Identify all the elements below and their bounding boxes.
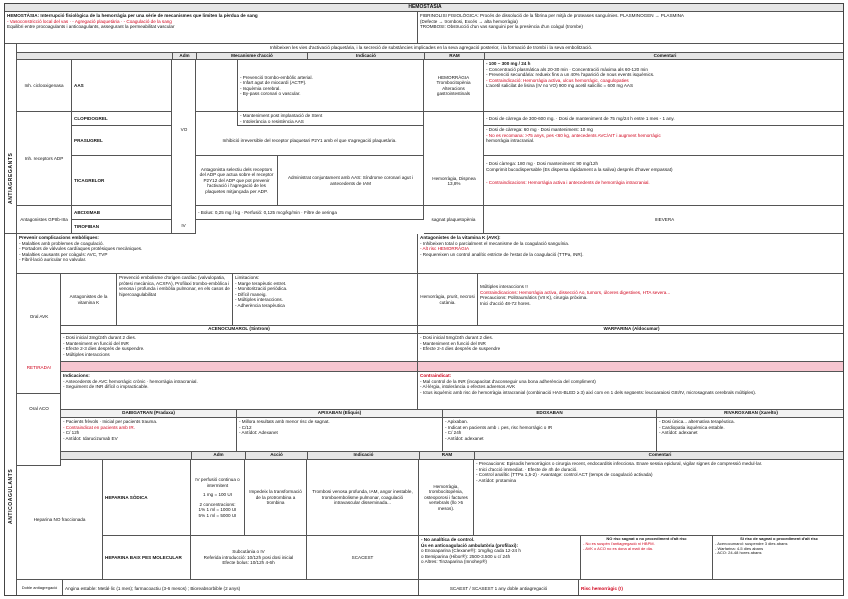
avk-com-4: Inici d'acció 48-72 hores. bbox=[480, 300, 531, 306]
war-2: - Manteniment en funció del INR bbox=[420, 340, 486, 346]
hbpm-adm bbox=[191, 536, 307, 580]
oral-avk-label: Oral AVK bbox=[29, 314, 49, 320]
box1-title: NO risc sagnat o no procediment d'alt risc bbox=[606, 536, 687, 541]
prevention-box bbox=[17, 234, 418, 274]
anticoagulants-side bbox=[5, 234, 17, 596]
dabi-3: - C/ 12h bbox=[63, 430, 80, 435]
aas-indication bbox=[238, 60, 424, 112]
edox-body bbox=[443, 418, 657, 452]
avk-com-3: Precaucions: Politraumàtics (VII K), cirurgia pròxima. bbox=[480, 295, 588, 300]
clopi-name: CLOPIDOGREL bbox=[72, 112, 172, 126]
antiagregants-header-row bbox=[17, 53, 844, 60]
avk-ram: Hemorràgia, prurit, necrosi cutània. bbox=[418, 274, 478, 326]
gp-group: Antagonistes GPIIb-IIIa bbox=[17, 206, 72, 234]
avk-lim-3: - Difícil maneig. bbox=[235, 291, 267, 297]
aas-com-5: L'acetil salicilat de lisina (IV no VO) 900 mg acetil salicílic = 600 mg AAS bbox=[486, 83, 634, 88]
tica-mech: Antagonista selectiu dels receptors del ADP que actua sobre el receptor P2Y12 del ADP que pot prevenir l'activació i l'agregació de les plaquetes mitjançada per ADP. bbox=[196, 156, 278, 206]
hep-header-row bbox=[61, 452, 844, 460]
tica-com bbox=[484, 156, 844, 206]
aas-ind-1: - Prevenció trombo-embòlic arterial. bbox=[240, 74, 313, 80]
avk-1: - Inhibeixen total o parcialment el mecanisme de la coagulació sanguínia. bbox=[420, 240, 570, 246]
riva-2: - Cardiopatia isquèmica estable. bbox=[659, 424, 725, 430]
hbpm-adm-2: Referida introducció: 10/12h posi dosi inicial bbox=[203, 554, 294, 560]
clopi-ind bbox=[238, 112, 424, 126]
vo-col bbox=[172, 60, 196, 218]
riva-1: - Dosi única... alternativa terapèutica. bbox=[659, 419, 735, 424]
riva-3: - Antídot: adexanet bbox=[659, 430, 698, 435]
hbpm-adm-1: Subcutània o IV bbox=[232, 549, 265, 555]
hnf-name: HEPARINA SÒDICA bbox=[103, 460, 191, 536]
clopi-ind-2: - Intolerància o resistència AAS bbox=[240, 118, 304, 124]
retirada-label: RETIRADA! bbox=[26, 365, 52, 371]
tica-com-1: - Dosi càrrega: 180 mg · Dosi manteniment: 90 mg/12h bbox=[486, 161, 599, 166]
hep-h-ind: Indicació bbox=[307, 452, 419, 460]
aas-comment bbox=[484, 60, 844, 112]
apix-header: APIXABAN (Eliquis) bbox=[237, 410, 443, 418]
abci-name: ABCIXIMAB bbox=[72, 206, 172, 220]
hbpm-com-1: - No analítica de control. bbox=[421, 537, 475, 542]
war-1: - Dosi inicial 5mg/24h durant 2 dies. bbox=[420, 335, 494, 340]
prasu-com-3: hemorràgia intracranial. bbox=[486, 138, 535, 143]
ace-3: - Efecte 2-3 dies després de suspendre. bbox=[63, 346, 145, 351]
ace-1: - Dosi inicial 3mg/24h durant 2 dies. bbox=[63, 335, 137, 340]
avk-ind-text: Prevenció embolisme d'origen cardíac (valvulopatia, pròtesi mecànica, ACXFA), Profilaxi trombo-embòlica i venosa i profunda i embòlia pulmonar, en els casos de hipercoagulabilitat bbox=[119, 275, 230, 297]
aas-ram: HEMORRÀGIA Trombocitopènia Alteracions gastrointestinals bbox=[424, 60, 484, 112]
aas-com-3: - Prevenció secundària: redueix fins a un 40% l'aparició de nous events isquèmics. bbox=[486, 72, 655, 77]
hnf-com-3: - Control analític (TTPa 1,5-2) · Avantatge: control ACT (temps de coagulació activada) bbox=[476, 472, 653, 477]
clopi-blank bbox=[196, 112, 238, 126]
prev-title: Prevenir complicacions embòliques: bbox=[19, 235, 99, 240]
antiagregants-label: ANTIAGREGANTS bbox=[8, 152, 14, 204]
doble-label: Doble antiagregació bbox=[17, 580, 63, 596]
header-comentari: Comentari bbox=[484, 53, 844, 60]
prev-3: - Malalties causants per coàguls: AVC, TVP bbox=[19, 251, 108, 257]
header-adm: Adm bbox=[172, 53, 196, 60]
hbpm-com-2: Ús en anticoagulació ambulatòria (profilaxi): bbox=[421, 542, 518, 548]
hbpm-com-3: o Enoxaparina (Clexane®): 1mg/kg cada 12-24 h bbox=[421, 548, 521, 553]
avk-lim-2: - Monitorització periòdica. bbox=[235, 286, 288, 291]
aco-contra-title: Contraindicat: bbox=[420, 373, 452, 378]
anticoagulants-label: ANTICOAGULANTS bbox=[8, 468, 14, 524]
gp-mech: - Bolus: 0,25 mg / kg · Perfusió: 0,125 mcg/kg/min · Filtre de xeringa bbox=[196, 206, 424, 220]
edox-2: - Indicat en pacients amb ↓ pes, risc hemorràgic o IR bbox=[445, 424, 553, 430]
aas-ind-4: - By-pass coronari o vascular. bbox=[240, 91, 301, 96]
hemostasia-balance: Equilibri entre procoagulants i anticoagulants, assegurant la permeabilitat vascular bbox=[7, 24, 175, 29]
aas-mech-blank bbox=[196, 60, 238, 112]
edox-header: EDOXABAN bbox=[443, 410, 657, 418]
hnf-com-2: - Inici d'acció immediat. · Efecte de 4h de duració. bbox=[476, 466, 578, 472]
avk-group: Antagonistes de la vitamina K bbox=[61, 274, 117, 326]
aas-ind-2: - Infart agut de miocardi (ACTP). bbox=[240, 80, 307, 85]
apix-body bbox=[237, 418, 443, 452]
ace-2: - Manteniment en funció del INR bbox=[63, 340, 129, 346]
avk-lim-title: Limitacions: bbox=[235, 275, 260, 280]
adp-group: Inh. receptors ADP bbox=[17, 112, 72, 206]
dabi-header: DABIGATRAN (Pradaxa) bbox=[61, 410, 237, 418]
gp-com: IIIEVERA bbox=[484, 206, 844, 234]
gp-ram: sagnat plaquetopènia bbox=[424, 206, 484, 234]
dabi-1: - Pacients frèvols · Inicial per pacients trauma. bbox=[63, 419, 158, 424]
prev-1: - Malalties amb problemes de coagulació. bbox=[19, 240, 104, 246]
ace-title: ACENOCUMAROL (Sintrom) bbox=[61, 326, 418, 334]
avk-ind bbox=[117, 274, 233, 326]
aas-com-1: - 100 – 300 mg / 24 h bbox=[486, 61, 531, 66]
hnf-com-4: - Antídot: protamina bbox=[476, 477, 517, 483]
clopi-ind-1: - Manteniment post implantació de Stent bbox=[240, 113, 323, 118]
hep-h-adm: Adm bbox=[191, 452, 245, 460]
drug-reference-sheet bbox=[4, 3, 844, 596]
avk-box bbox=[418, 234, 844, 274]
box2-3: - ACO: 24-48 hores abans bbox=[715, 550, 762, 556]
prev-2: - Portadors de vàlvules cardíaques protèsiques mecàniques. bbox=[19, 246, 143, 251]
tica-com-2: Comprimit bucodispersable (Es dispersa ràpidament a la saliva) després d'haver empassat) bbox=[486, 166, 673, 172]
aco-contra-2: - Al·lèrgia, intolerància o efectes adversos AVK bbox=[420, 384, 516, 389]
hnf-accio: Impedeix la transformació de la protrombina a trombina bbox=[245, 460, 307, 536]
clopi-com: - Dosi de càrrega de 300-600 mg. · Dosi de manteniment de 75 mg/24 h entre 1 mes - 1 any. bbox=[484, 112, 844, 126]
hbpm-ind: SCACEST bbox=[307, 536, 419, 580]
riva-body bbox=[657, 418, 844, 452]
tica-ind: Administrat conjuntament amb AAS: Síndrome coronari agut i antecedents de IAM bbox=[278, 156, 424, 206]
doble-angina: Angina estable: Metàl·lic (1 mes); farmacoactiu (3-6 mesos) ; Bioreabsorbible (2 anys) bbox=[63, 580, 419, 596]
aas-com-2: - Concentració plasmàtica als 20-30 min · Concentració màxima als 60-120 min bbox=[486, 66, 648, 72]
hep-h-com: Comentari bbox=[474, 452, 844, 460]
aas-ind-3: - Isquèmia cerebral. bbox=[240, 85, 281, 91]
cox-group: Inh. ciclooxigenasa bbox=[17, 60, 72, 112]
ace-4: - Múltiples interaccions bbox=[63, 351, 110, 357]
war-3: - Efecte 2-4 dies després de suspendre bbox=[420, 346, 501, 351]
prasu-com-1: - Dosi de càrrega: 60 mg · Dosi manteniment: 10 mg bbox=[486, 127, 593, 132]
hemostasia-left bbox=[5, 12, 418, 44]
retirada-strip-left bbox=[61, 362, 418, 372]
antiagregants-intro: Inhibeixen les vies d'activació plaquetària, i la secreció de substàncies implicades en la seva agregació posterior, i la formació de trombi i la seva embolització. bbox=[17, 44, 844, 53]
hbpm-com-4: o Bemiparina (Hibor®): 2500-3.500 u c/ 24h bbox=[421, 553, 511, 559]
hbpm-com-5: o Altres: Tinzaparina (Innohep®) bbox=[421, 559, 487, 564]
risc-box bbox=[713, 536, 844, 580]
aco-ind-title: Indicacions: bbox=[63, 373, 90, 378]
apix-2: - C/12 bbox=[239, 424, 252, 430]
edox-3: - C/ 24h bbox=[445, 430, 462, 435]
avk-lim bbox=[233, 274, 418, 326]
hemostasia-title: HEMOSTÀSIA bbox=[5, 4, 844, 12]
oral-aco-label: Oral ACO bbox=[29, 406, 49, 412]
aco-contra-1: - Mal control de la INR (incapacitat d'aconseguir una bona adherència del compliment) bbox=[420, 378, 596, 384]
avk-lim-5: - Adherència terapèutica bbox=[235, 302, 285, 308]
header-indicacio: Indicació bbox=[307, 53, 424, 60]
tica-ram: Hemorràgia, Dispnea 13,8% bbox=[432, 175, 476, 186]
tica-com-3: - Contraindicacions: Hemorràgia activa i antecedents de hemorràgia intracranial. bbox=[486, 180, 650, 185]
hnf-adm-5: 5% 1 ml = 5000 UI bbox=[198, 512, 237, 518]
hemostasia-mech: - Vasoconstricció local del vas · - Agregació plaquetària · - Coagulació de la sang bbox=[7, 18, 172, 24]
hnf-adm-4: 1% 1 ml = 1000 UI bbox=[198, 507, 237, 512]
retirada-strip-right bbox=[418, 362, 844, 372]
hnf-adm-2: 1 mg = 100 UI bbox=[203, 492, 232, 497]
gp-adm: IV bbox=[172, 218, 196, 234]
aco-contra-box bbox=[418, 372, 844, 410]
avk-lim-4: - Múltiples interaccions. bbox=[235, 297, 283, 302]
aas-com-4: - Contraindicació: Hemorràgia activa, ulcus hemorràgic, coagulopaties bbox=[486, 77, 629, 83]
box2-2: - Warfarina: 4-5 dies abans bbox=[715, 545, 764, 551]
hnf-adm-1: IV perfusió continua o intermitent bbox=[195, 477, 240, 488]
box1-1: - No es suspèn l'antiagregació ni HBPM. bbox=[583, 540, 655, 546]
aco-ind-box bbox=[61, 372, 418, 410]
aco-ind-2: - Seguiment de INR difícil o impracticable. bbox=[63, 384, 149, 389]
hemostasia-right bbox=[418, 12, 844, 44]
riva-header: RIVAROXABAN (Xarelto) bbox=[657, 410, 844, 418]
fibrinolisi-defect: (Defecte → trombosi, Excés → alta hemorràgia) bbox=[420, 18, 518, 24]
hnf-com-1: - Precaucions: Episodis hemorràgics o cirurgia recent, endocarditis infecciosa. Enare sessia epidural, vigilar signes de compressió medul·lar. bbox=[476, 461, 763, 466]
box1-2: - AVK o ACO no es dona al matí de dia. bbox=[583, 545, 653, 551]
hbpm-com bbox=[419, 536, 581, 580]
apix-1: - Millora resultats amb menor risc de sagnat. bbox=[239, 419, 330, 424]
aas-name: AAS bbox=[72, 60, 172, 112]
header-mecanisme: Mecanisme d'acció bbox=[196, 53, 307, 60]
hbpm-adm-3: Efecte bolus: 10/12h 4-6h bbox=[222, 560, 275, 566]
avk-com-1: Múltiples interaccions !! bbox=[480, 284, 528, 289]
dabi-2: - Contraindicat en pacients amb IR. bbox=[63, 424, 136, 430]
header-ram: RAM bbox=[424, 53, 484, 60]
dabi-body bbox=[61, 418, 237, 452]
no-risc-box bbox=[581, 536, 713, 580]
doble-scaest: SCAEST / SCASEST 1 any doble antiagregació bbox=[419, 580, 579, 596]
avk-lim-1: - Marge terapèutic estret. bbox=[235, 280, 287, 286]
apix-3: - Antídot: Adexanet bbox=[239, 430, 278, 435]
prasu-com bbox=[484, 126, 844, 156]
fibrinolisi-def: FIBRINOLISI FISIOLÒGICA: Procés de dissolució de la fibrina per mitjà de proteases sanguínies. PLASMINOGEN → PLASMINA bbox=[420, 13, 684, 18]
hep-h-accio: Acció bbox=[245, 452, 307, 460]
trombosi-def: TROMBOSI: Obstrucció d'un vas sanguini per la presència d'un coàgul (trombe) bbox=[420, 24, 583, 29]
prasu-mech: Inhibició irreversible del receptor plaquetari P2Y1 amb el que s'agregació plaquetària. bbox=[196, 126, 424, 156]
hemostasia-def: HEMOSTÀSIA: Interrupció fisiològica de la hemorràgia per una sèrie de mecanismes que limiten la pèrdua de sang bbox=[7, 13, 258, 18]
ace-list bbox=[61, 334, 418, 362]
avk-3: - Requereixen un control analític estricte de l'estat de la coagulació (TTPa, INR). bbox=[420, 251, 584, 257]
hnf-adm bbox=[191, 460, 245, 536]
hnf-ram: Hemorràgia, trombocitopènia, osteoporosi i factures vertebrals (llo >5 mesos). bbox=[419, 460, 474, 536]
hnf-com bbox=[474, 460, 844, 536]
tiro-name: TIROFIBAN bbox=[72, 220, 172, 234]
avk-com bbox=[478, 274, 844, 326]
prasu-com-2: - No es recomana: >75 anys, pes <60 kg, antecedents AVC/AIT i augment hemorràgic bbox=[486, 132, 661, 138]
box2-title: Si risc de sagnat o procediment d'alt risc bbox=[740, 536, 818, 541]
prev-4: - Fibril·lació auricular no valvular. bbox=[19, 257, 87, 262]
doble-risc: Risc hemorràgic (!) bbox=[581, 585, 623, 591]
avk-com-2: Contraindicacions: Hemorràgia activa, dissecció Ao, tumors, úlceres digestives, HTA severa... bbox=[480, 289, 671, 295]
hnf-adm-3: 2 concentracions: bbox=[199, 501, 236, 507]
dabi-4: - Antídot: Idarucizumab EV bbox=[63, 435, 118, 441]
aco-contra-3: - Ictus isquèmic amb risc de hemorràgia intracranial (combinació HAS-BLED ≥ 3) així com en 1 dels següents: leucoaraiosi GIII/IV, microsagnats cerebrals múltiples). bbox=[420, 389, 757, 395]
adm-vo: VO bbox=[180, 127, 188, 133]
antiagregants-side bbox=[5, 44, 17, 234]
hep-h-ram: RAM bbox=[419, 452, 474, 460]
war-list bbox=[418, 334, 844, 362]
hbpm-name: HEPARINA BAIX PES MOLECULAR bbox=[103, 536, 191, 580]
edox-4: - Antídot: adexanet bbox=[445, 435, 484, 441]
aco-ind-1: - Antecedents de AVC hemorràgic crònic · hemorràgia intracranial. bbox=[63, 378, 198, 384]
war-title: WARFARINA (Aldocumar) bbox=[418, 326, 844, 334]
prasu-name: PRASUGREL bbox=[72, 126, 172, 156]
tica-name: TICAGRELOR bbox=[72, 156, 172, 206]
hep-group: Heparina NO fraccionada bbox=[17, 460, 103, 580]
avk-title: Antagonistes de la vitamina K (AVK): bbox=[420, 235, 501, 240]
avk-2: - Alt risc HEMORRÀGIA bbox=[420, 246, 470, 251]
edox-1: - Apixaban. bbox=[445, 419, 468, 424]
hnf-ind: Trombosi venosa profunda, IAM, angor inestable, tromboembolisme pulmonar, coagulació intravascular disseminada... bbox=[307, 460, 419, 536]
box2-1: - Acenocumarol: suspendre 3 dies abans bbox=[715, 540, 788, 546]
oral-aco-col bbox=[17, 372, 61, 466]
